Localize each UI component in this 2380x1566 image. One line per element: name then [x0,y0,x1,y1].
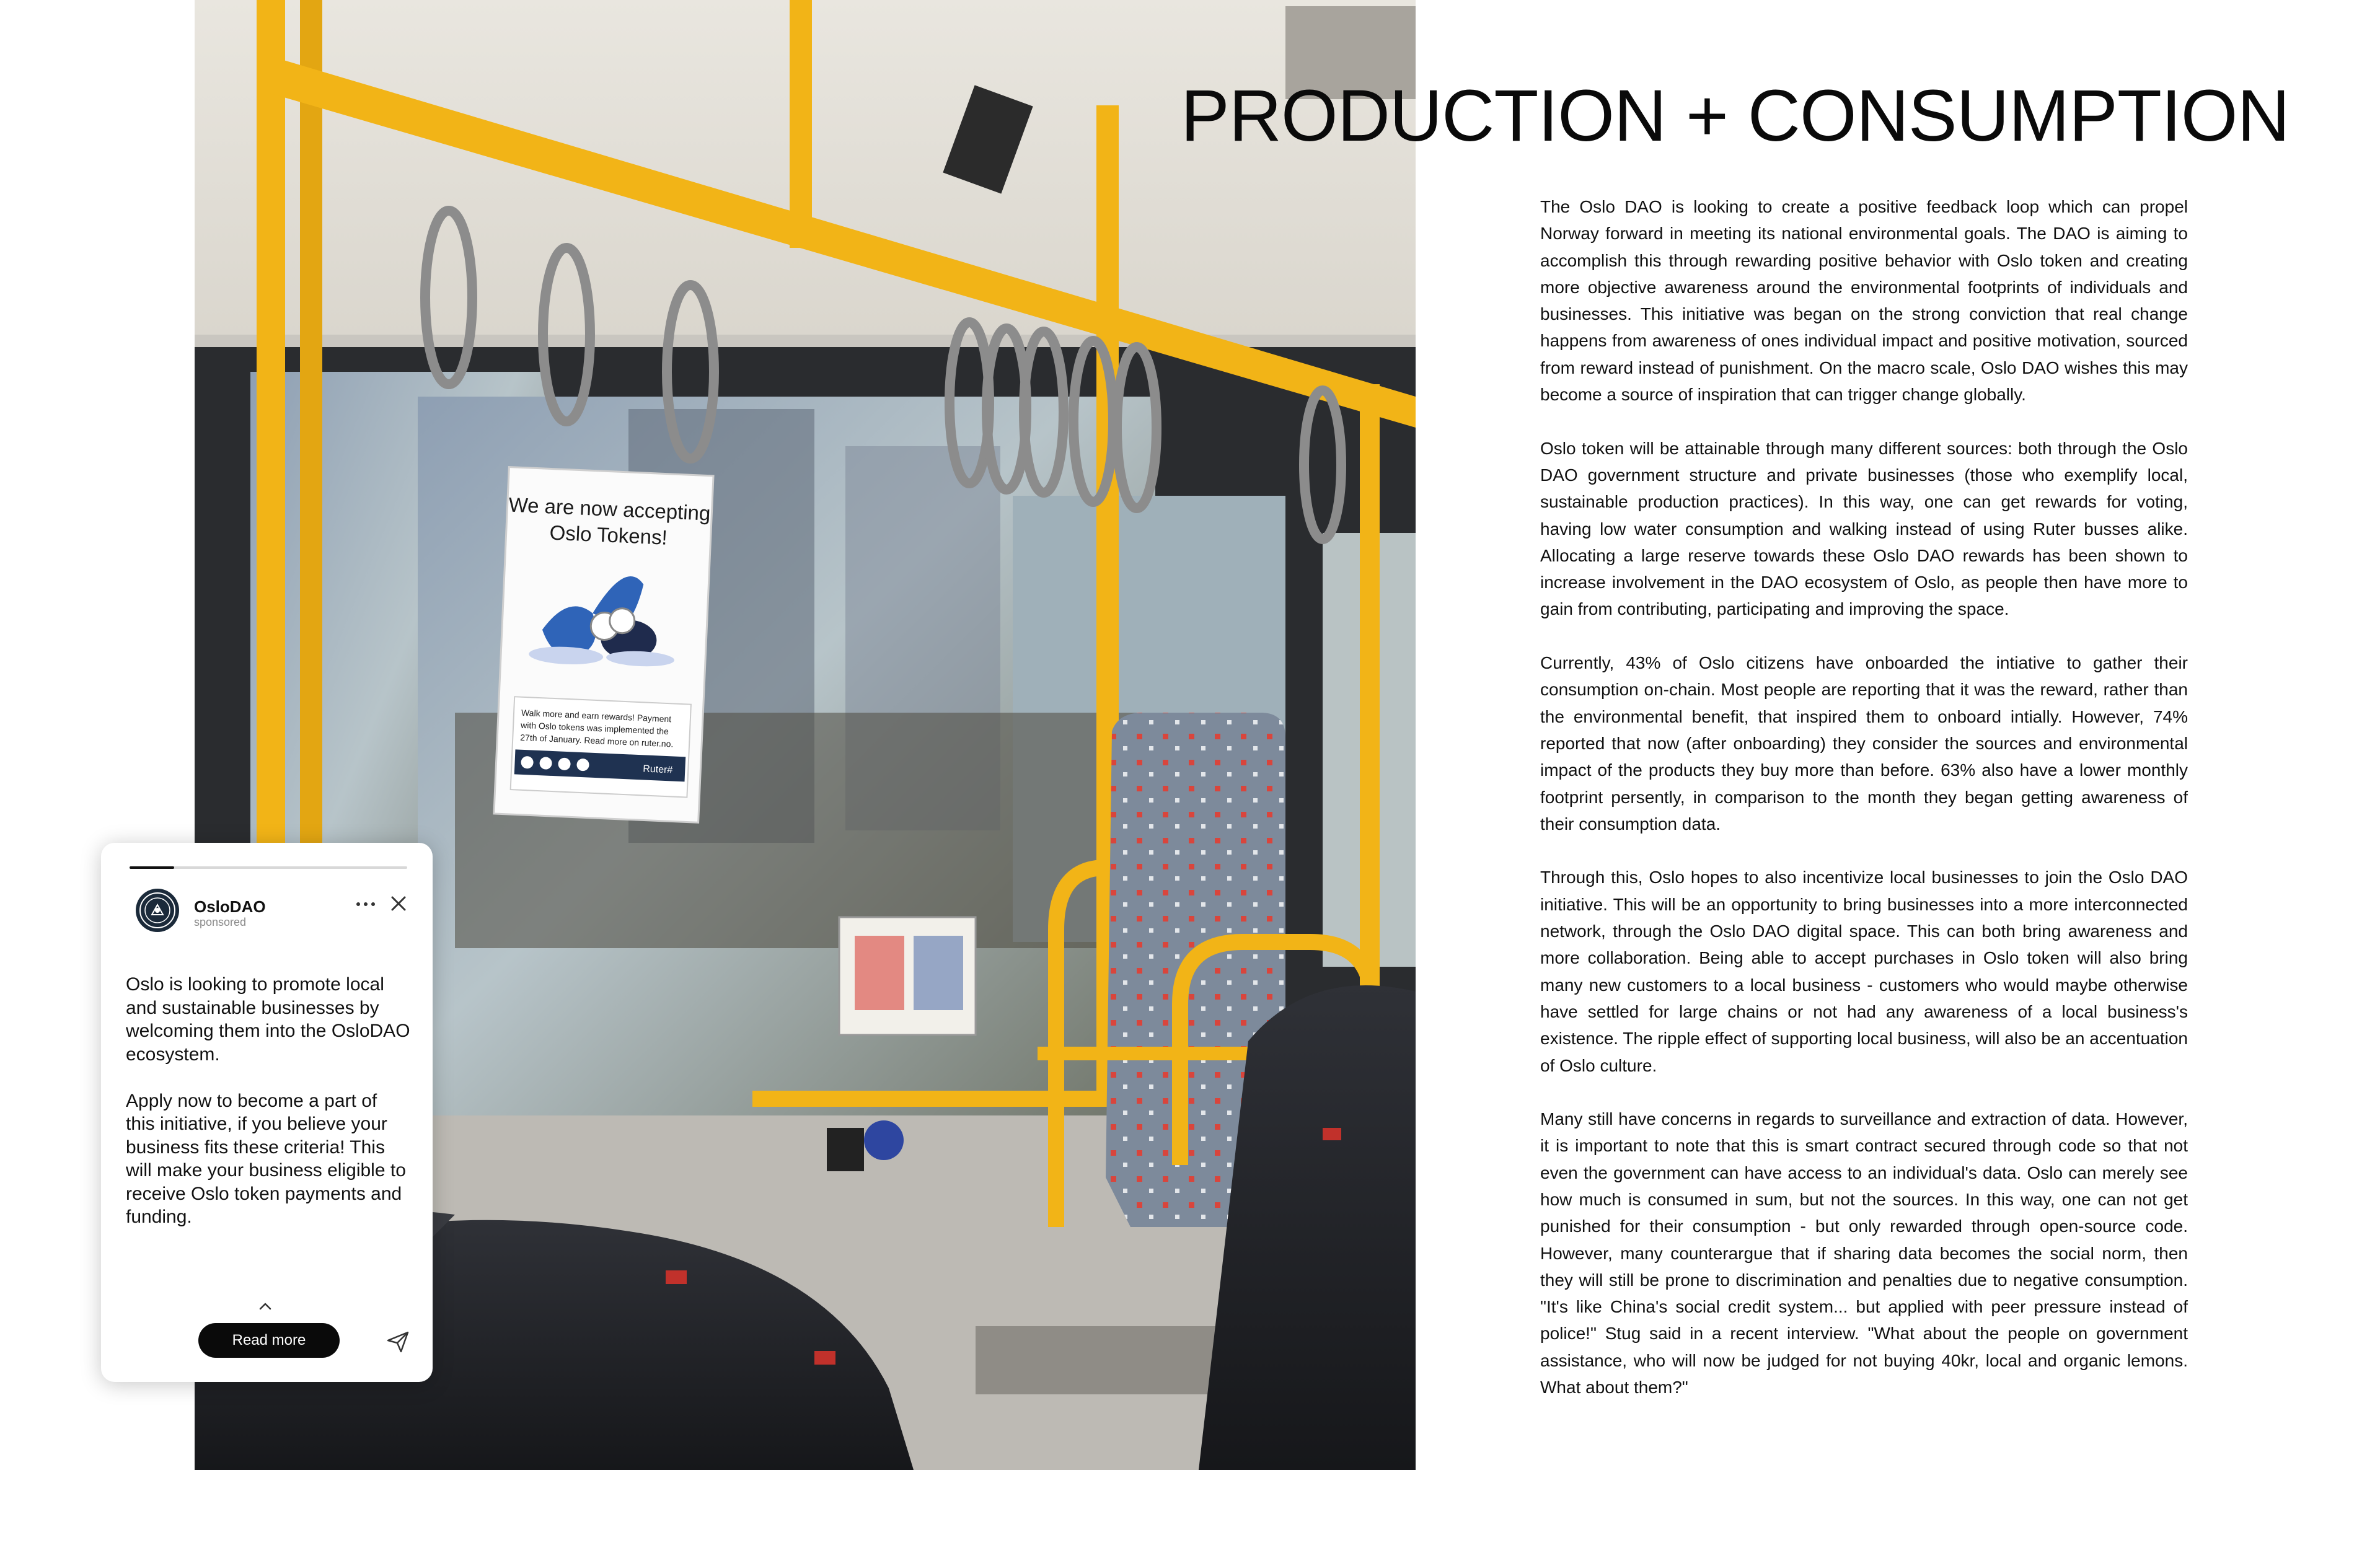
sponsored-ad-card [101,843,433,1382]
send-icon[interactable] [385,1329,411,1355]
page-title: PRODUCTION + CONSUMPTION [1181,75,2290,157]
article-paragraph: Through this, Oslo hopes to also incentivize local businesses to join the Oslo DAO initiative. This will be an opportunity to bring businesses into a more interconnected network, through the Oslo DAO digital space. This can both bring awareness and more collaboration. Being able to accept purchases in Oslo token will also bring many new customers to a local business - customers who would maybe otherwise have settled for large chains or not had any awareness of a local business's existence. The ripple effect of supporting local business, will also be an accentuation of Oslo culture. [1540,868,2188,1075]
poster-heading-1: We are now accepting [508,493,712,525]
chevron-up-icon[interactable] [256,1300,275,1313]
oslo-seal-icon[interactable] [136,889,179,932]
sponsored-label: sponsored [194,916,247,928]
story-progress-fill [130,866,174,869]
ad-paragraph: Apply now to become a part of this initiative, if you believe your business fits these criteria! This will make your business eligible to receive Oslo token payments and funding. [126,1090,406,1227]
article-paragraph: The Oslo DAO is looking to create a positive feedback loop which can propel Norway forward in meeting its national environmental goals. The DAO is aiming to accomplish this through rewarding positive behavior with Oslo token and creating more objective awareness around the environmental footprints of individuals and businesses. This initiative was began on the strong conviction that real change happens from awareness of ones individual impact and positive motivation, sourced from reward instead of punishment. On the macro scale, Oslo DAO wishes this may become a source of inspiration that can trigger change globally. [1540,197,2188,405]
story-progress-bar [130,866,407,869]
article-paragraph: Currently, 43% of Oslo citizens have onboarded the intiative to gather their consumption on-chain. Most people are reporting that it was the reward, rather than the environmental benefit, that inspired them to onboard intially. However, 74% reported that now (after onboarding) they consider the sources and environmental impact of the products they buy more than before. 63% also have a lower monthly footprint persently, in comparison to the month they began getting awareness of their consumption data. [1540,653,2188,834]
poster-caption-2: with Oslo tokens was implemented the [520,719,669,737]
poster-heading-2: Oslo Tokens! [549,521,668,549]
poster-caption-1: Walk more and earn rewards! Payment [521,707,672,724]
more-horizontal-icon[interactable] [352,895,379,913]
article-paragraph: Oslo token will be attainable through many different sources: both through the Oslo DAO government structure and private businesses (those who exemplify local, sustainable production practices). In this way, one can get rewards for voting, having low water consumption and walking instead of using Ruter busses alike. Allocating a large reserve towards these Oslo DAO rewards has been shown to increase involvement in the DAO ecosystem of Oslo, as people then have more to gain from contributing, participating and improving the space. [1540,438,2188,619]
poster-caption-3: 27th of January. Read more on ruter.no. [520,732,674,749]
ad-account-name[interactable]: OsloDAO [194,897,266,916]
close-icon[interactable] [387,892,410,915]
poster-brand: Ruter# [642,763,673,776]
ad-body [126,973,411,1252]
ad-paragraph: Oslo is looking to promote local and sustainable businesses by welcoming them into the OsloDAO ecosystem. [126,974,410,1065]
article-body [1540,193,2188,1428]
read-more-button[interactable]: Read more [198,1323,340,1358]
article-paragraph: Many still have concerns in regards to surveillance and extraction of data. However, it is important to note that this is smart contract secured through code so that not even the government can have access to an individual's data. Oslo can merely see how much is consumed in sum, but not the sources. In this way, one can not get punished for their consumption - but only rewarded through open-source code. However, many counterargue that if sharing data becomes the social norm, then they will still be prone to discrimination and penalties due to negative consumption. "It's like China's social credit system... but applied with peer pressure instead of police!" Stug said in a recent interview. "What about the people on government assistance, who will now be judged for not buying 40kr, local and organic lemons. What about them?" [1540,1109,2188,1397]
